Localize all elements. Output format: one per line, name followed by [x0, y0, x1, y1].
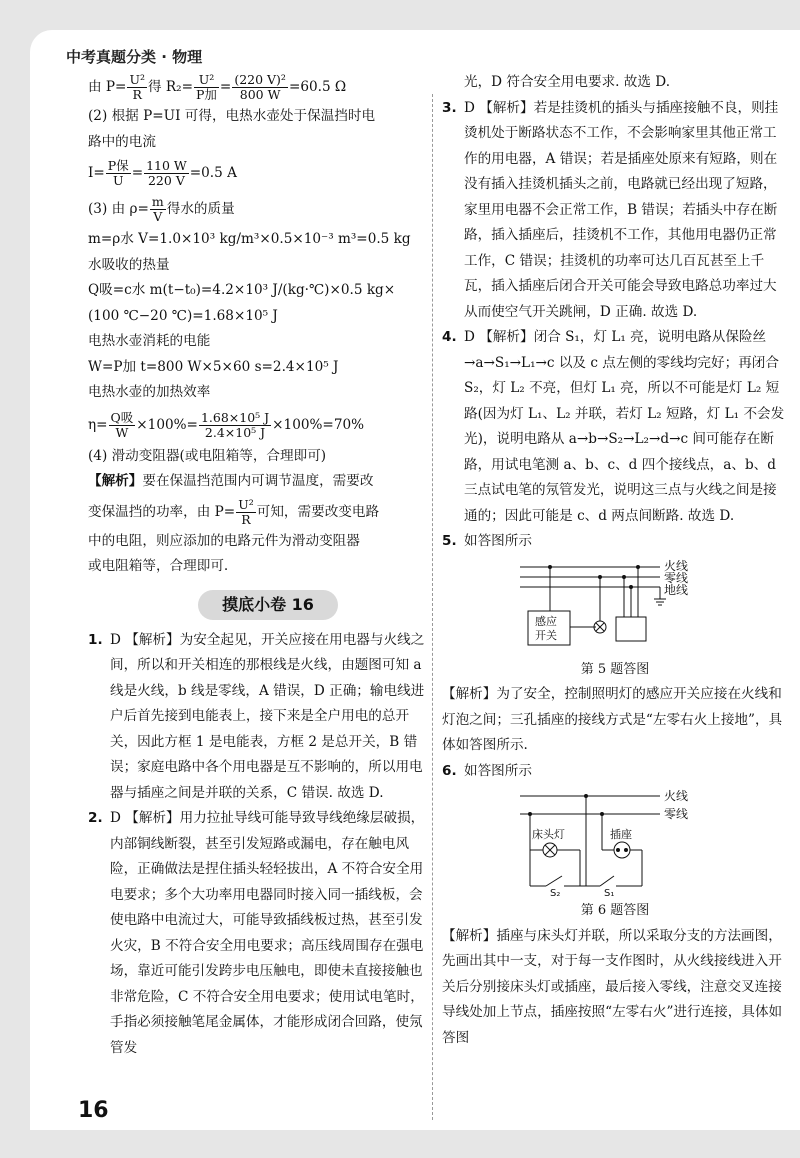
- fig6-neutral: 零线: [664, 807, 689, 821]
- fig5-ground: 地线: [664, 582, 689, 597]
- analysis-3: 中的电阻，则应添加的电路元件为滑动变阻器: [88, 532, 360, 549]
- answer-5-analysis: 【解析】为了安全，控制照明灯的感应开关应接在火线和灯泡之间；三孔插座的接线方式是“左零右火上接地”，具体如答图所示.: [442, 686, 783, 753]
- figure-5-caption: 第 5 题答图: [580, 661, 650, 677]
- answer-2-cont: 光，D 符合安全用电要求. 故选 D.: [464, 74, 671, 90]
- fig6-lamp: 床头灯: [532, 828, 565, 841]
- part2-text: (2) 根据 P=UI 可得，电热水壶处于保温挡时电: [88, 108, 376, 124]
- answer-5: 5. 如答图所示: [442, 533, 532, 549]
- fig6-s1: S₁: [604, 888, 615, 896]
- figure-6-caption: 第 6 题答图: [580, 903, 650, 918]
- column-divider: [432, 94, 433, 1120]
- heat-eq-2: (100 ℃−20 ℃)=1.68×10⁵ J: [88, 307, 278, 324]
- energy-eq: W=P加 t=800 W×5×60 s=2.4×10⁵ J: [88, 358, 339, 375]
- eq-r2: 由 P= $\frac{\text{U²}}{R}$ 得 R₂= $\frac{\text{U²}}{\text{P加}}$ = $\frac{\text{(220 V)²}}{800 W}$ =60.5 Ω: [88, 72, 347, 102]
- answer-4: 4. D 【解析】闭合 S₁，灯 L₁ 亮，说明电路从保险丝→a→S₁→L₁→c 以及 c 点左侧的零线均完好；再闭合 S₂，灯 L₂ 不亮，但灯 L₁ 亮，所以不可能是灯 L₂ 短路(因为灯 L₁、L₂ 并联，若灯 L₂ 短路，灯 L₁ 不会发光)，说明电路从 a→b→S₂→L₂→d→c 间可能存在断路，用试电笔测 a、b、c、d 四个接线点，a、b、d 三点试电笔的氖管发光，说明这三点与火线之间是接通的；因此可能是 c、d 两点间断路. 故选 D.: [442, 329, 785, 524]
- answer-2: 2. D 【解析】用力拉扯导线可能导致导线绝缘层破损，内部铜线断裂，甚至引发短路或漏电，存在触电风险，正确做法是捏住插头轻轻拔出，A 不符合安全用电要求；多个大功率用电器同时接入同一插线板，会使电路中电流过大，可能导致插线板过热，甚至引发火灾，B 不符合安全用电要求；高压线周围存在强电场，靠近可能引发跨步电压触电，即使未直接接触也非常危险，C 不符合安全用电要求；使用试电笔时，手指必须接触笔尾金属体，才能形成闭合回路，使氖管发: [88, 810, 425, 1056]
- fig5-switch-2: 开关: [535, 628, 557, 642]
- right-column: [442, 70, 788, 1051]
- page-sheet: [30, 30, 800, 1130]
- figure-6-circuit: [510, 788, 720, 896]
- analysis-2: 变保温挡的功率，由 P= $\frac{\text{U²}}{R}$ 可知，需要改变电路: [88, 496, 380, 527]
- part2-text-b: 路中的电流: [88, 133, 156, 150]
- energy-label: 电热水壶消耗的电能: [88, 333, 211, 349]
- heat-label: 水吸收的热量: [88, 256, 170, 273]
- eq-current: I= $\frac{\text{P保}}{U}$ = $\frac{110 W}{220 V}$ =0.5 A: [88, 158, 237, 188]
- fig5-switch-1: 感应: [535, 614, 557, 628]
- answer-6-analysis: 【解析】插座与床头灯并联，所以采取分支的方法画图，先画出其中一支，对于每一支作图时，从火线接线进入开关后分别接床头灯或插座，最后接入零线，注意交叉连接导线处加上节点，插座按照“左零右火”进行连接，具体如答图: [442, 927, 783, 1046]
- eq-efficiency: η= $\frac{\text{Q吸}}{W}$ ×100%= $\frac{\text{1.68×10⁵ J}}{\text{2.4×10⁵ J}}$ ×100%=70%: [88, 409, 365, 440]
- left-column: [88, 70, 426, 1061]
- mass-line: m=ρ水 V=1.0×10³ kg/m³×0.5×10⁻³ m³=0.5 kg: [88, 231, 411, 247]
- figure-5-circuit: [510, 559, 720, 655]
- fig5-neutral: 零线: [664, 570, 689, 585]
- section-title: 摸底小卷 16: [198, 590, 338, 620]
- fig6-s2: S₂: [550, 888, 561, 896]
- analysis-4: 或电阻箱等，合理即可.: [88, 558, 229, 574]
- page-number: 16: [78, 1098, 109, 1123]
- running-header: 中考真题分类 · 物理: [66, 48, 203, 66]
- eq-density: (3) 由 ρ= $\frac{m}{V}$ 得水的质量: [88, 194, 235, 224]
- answer-1: 1. D 【解析】为安全起见，开关应接在用电器与火线之间，所以和开关相连的那根线是火线，由题图可知 a 线是火线，b 线是零线，A 错误，D 正确；输电线进户后首先接到电能表上，接下来是全户用电的总开关，因此方框 1 是电能表，方框 2 是总开关，B 错误；家庭电路中各个用电器是互不影响的，所以用电器与插座之间是并联的关系，C 错误. 故选 D.: [88, 631, 425, 801]
- fig6-live: 火线: [664, 789, 689, 803]
- heat-eq-1: Q吸=c水 m(t−t₀)=4.2×10³ J/(kg·℃)×0.5 kg×: [88, 282, 396, 298]
- fig6-socket: 插座: [610, 828, 632, 841]
- answer-3: 3. D 【解析】若是挂烫机的插头与插座接触不良，则挂烫机处于断路状态不工作，不会影响家里其他正常工作的用电器，A 错误；若是插座处原来有短路，则在没有插入挂烫机插头之前，电路就已经出现了短路，家里用电器不会正常工作，B 错误；若插头中存在断路，插入插座后，挂烫机不工作，其他用电器仍正常工作，C 错误；挂烫机的功率可达几百瓦甚至上千瓦，插入插座后闭合开关可能会导致电路总功率过大从而使空气开关跳闸，D 正确. 故选 D.: [442, 99, 779, 320]
- fig5-live: 火线: [664, 558, 689, 573]
- analysis-1: 【解析】要在保温挡范围内可调节温度，需要改: [88, 473, 374, 489]
- part4-text: (4) 滑动变阻器(或电阻箱等，合理即可): [88, 447, 327, 464]
- efficiency-label: 电热水壶的加热效率: [88, 384, 211, 400]
- answer-6: 6. 如答图所示: [442, 762, 532, 779]
